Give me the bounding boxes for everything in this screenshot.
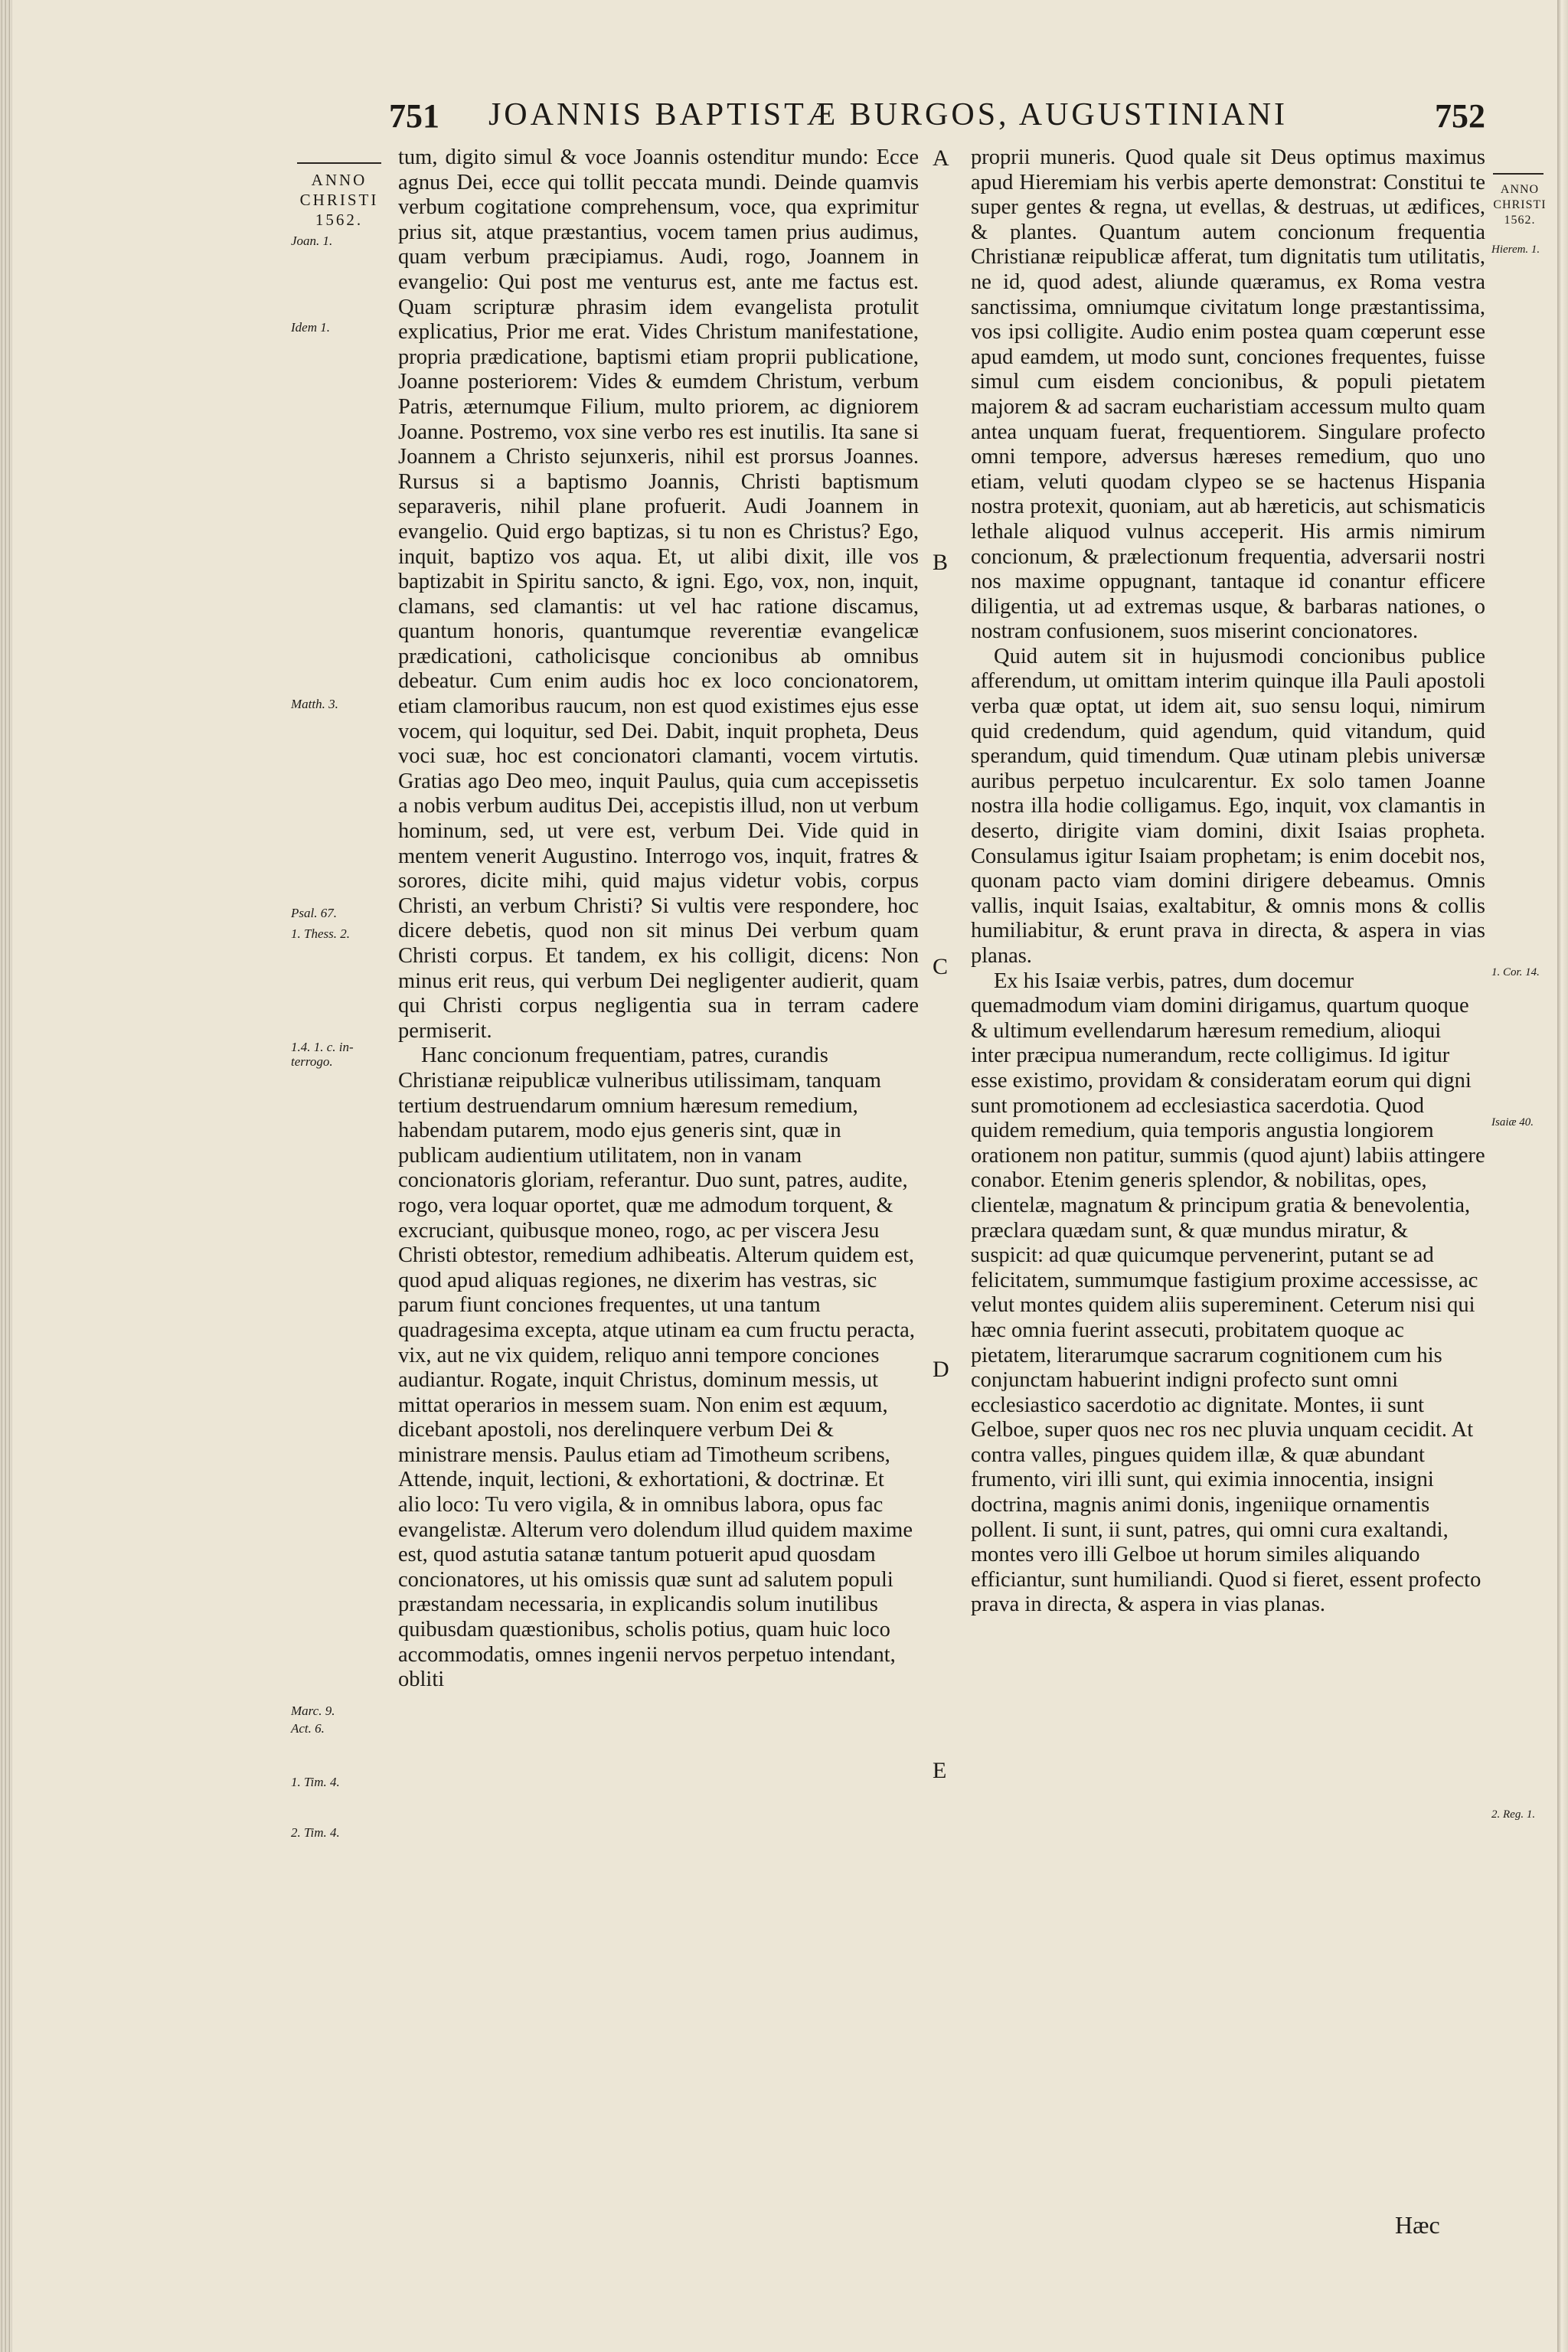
- anno-christi-left: [297, 170, 381, 230]
- section-letter-b: B: [933, 550, 949, 575]
- margin-note: 1. Cor. 14.: [1491, 966, 1540, 978]
- section-letter-d: D: [933, 1357, 949, 1382]
- margin-note: Idem 1.: [291, 320, 330, 335]
- margin-note: Hierem. 1.: [1491, 243, 1540, 256]
- anno-label: ANNO: [1500, 183, 1540, 196]
- paragraph: Ex his Isaiæ verbis, patres, dum docemur quemadmodum viam domini dirigamus, quartum quoque & ultimum evellendarum hæresum remedium, alioqui inter præcipua numerandum, recte colligimus. Id igitur esse existimo, providam & consideratam eorum qui digni sunt promotionem ad ecclesiastica sacerdotia. Quod quidem remedium, quia temporis angustia longiorem orationem non patitur, summis (quod ajunt) labiis attingere conabor. Etenim generis splendor, & nobilitas, opes, clientelæ, magnatum & principum gratia & benevolentia, præclara quædam sunt, & quæ mundus miratur, & suspicit: ad quæ quicumque pervenerint, putant se ad felicitatem, summumque fastigium proxime accessisse, ac velut montes quidem aliis supereminent. Ceterum nisi qui hæc omnia fuerint assecuti, probitatem quoque ac pietatem, literarumque sacrarum cognitionem cum his conjunctam habuerint indigni profecto sunt omni ecclesiastico sacerdotio ac dignitate. Montes, ii sunt Gelboe, super quos nec ros nec pluvia unquam cecidit. At contra valles, pingues quidem illæ, & quæ abundant frumento, viri illi sunt, qui eximia innocentia, insigni doctrina, magnis animi donis, ingeniique ornamentis pollent. Ii sunt, ii sunt, patres, qui omni cura exaltandi, montes vero illi Gelboe ut horum similes aliquando efficiantur, sunt humiliandi. Quod si fieret, essent profecto prava in directa, & aspera in vias planas.: [971, 969, 1485, 1617]
- section-letter-c: C: [933, 954, 949, 979]
- year-label: 1562.: [315, 211, 364, 229]
- page-number-left: 751: [389, 97, 439, 135]
- margin-note: Matth. 3.: [291, 697, 338, 711]
- christi-label: CHRISTI: [299, 191, 379, 209]
- margin-note: 2. Tim. 4.: [291, 1825, 340, 1840]
- margin-note: Act. 6.: [291, 1721, 325, 1736]
- margin-note: Joan. 1.: [291, 234, 333, 248]
- anno-christi-right: [1493, 182, 1547, 228]
- page-number-right: 752: [1435, 97, 1485, 135]
- anno-rule-right: [1493, 173, 1544, 175]
- paragraph: tum, digito simul & voce Joannis ostenditur mundo: Ecce agnus Dei, ecce qui tollit peccata mundi. Deinde quamvis verbum cogitatione comprehensum, voce, qua exprimitur prius sit, atque præstantius, vocem tamen prius audimus, quam verbum præcipiamus. Audi, rogo, Joannem in evangelio: Qui post me venturus est, ante me factus est. Quam scripturæ phrasim idem evangelista protulit explicatius, Prior me erat. Vides Christum manifestatione, propria prædicatione, baptismi etiam proprii publicatione, Joanne posteriorem: Vides & eumdem Christum, verbum Patris, æternumque Filium, multo priorem, ac digniorem Joanne. Postremo, vox sine verbo res est inutilis. Ita sane si Joannem a Christo sejunxeris, nihil est prorsus Joannes. Rursus si a baptismo Joannis, Christi baptismum separaveris, nihil plane profuerit. Audi Joannem in evangelio. Quid ergo baptizas, si tu non es Christus? Ego, inquit, baptizo vos aqua. Et, ut alibi dixit, ille vos baptizabit in Spiritu sancto, & igni. Ego, vox, non, inquit, clamans, sed clamantis: ut vel hac ratione discamus, quantum honoris, quantumque reverentiæ evangelicæ prædicationi, catholicisque concionibus ab omnibus debeatur. Cum enim audis hoc ex loco concionatorem, etiam clamoribus raucum, non est quod existimes ejus esse vocem, qui loquitur, sed Dei. Dabit, inquit propheta, Deus voci suæ, hoc est concionatori clamanti, vocem virtutis. Gratias ago Deo meo, inquit Paulus, quia cum accepissetis a nobis verbum auditus Dei, accepistis illud, non ut verbum hominum, sed, ut vere est, verbum Dei. Vide quid in mentem venerit Augustino. Interrogo vos, inquit, fratres & sorores, dicite mihi, quid majus videtur vobis, corpus Christi, an verbum Christi? Si vultis vere respondere, hoc dicere debetis, quod non sit minus Dei verbum quam Christi corpus. Et tandem, ex his colligit, dicens: Non minus erit reus, qui verbum Dei negligenter audierit, quam qui Christi corpus negligentia sua in terram cadere permiserit.: [398, 145, 919, 1043]
- text-column-left: [398, 145, 919, 1693]
- book-page-edges: [0, 0, 12, 2352]
- anno-rule-left: [297, 162, 381, 164]
- margin-note: Psal. 67.: [291, 906, 337, 920]
- section-letter-a: A: [933, 145, 949, 171]
- page-gutter-edge: [1557, 0, 1568, 2352]
- margin-note: Isaiæ 40.: [1491, 1116, 1534, 1129]
- christi-label: CHRISTI: [1493, 198, 1547, 211]
- paragraph: proprii muneris. Quod quale sit Deus optimus maximus apud Hieremiam his verbis aperte demonstrat: Constitui te super gentes & regna, ut evellas, & destruas, ut ædifices, & plantes. Quantum autem concionum frequentia Christianæ reipublicæ afferat, tum dignitatis tum utilitatis, ne id, quod adest, aliunde quæramus, ex Roma vestra sanctissima, omniumque civitatum longe præstantissima, vos ipsi colligite. Audio enim postea quam cœperunt esse apud eamdem, ut modo sunt, conciones frequentes, fuisse simul cum eisdem concionibus, & populi pietatem majorem & ad sacram eucharistiam accessum multo quam antea unquam fuerat, frequentiorem. Singulare profecto omni tempore, adversus hæreses remedium, quo uno etiam, veluti quodam clypeo se se hactenus Hispania nostra protexit, quoniam, aut ab hæreticis, aut schismaticis lethale aliquod vulnus acceperit. His armis nimirum concionum, & prælectionum frequentia, adversarii nostri nos maxime oppugnant, tantaque id conantur efficere diligentia, ut ad extremas usque, & barbaras nationes, o nostram confusionem, suos miserint concionatores.: [971, 145, 1485, 644]
- margin-note: 1. Tim. 4.: [291, 1775, 340, 1789]
- paragraph: Quid autem sit in hujusmodi concionibus publice afferendum, ut omittam interim quinque illa Pauli apostoli verba quæ optat, ut idem ait, suo sensu loqui, nimirum quid credendum, quid agendum, quid vitandum, quid sperandum, quid timendum. Quæ utinam plebis universæ auribus perpetuo inculcarentur. Ex solo tamen Joanne nostra illa hodie colligamus. Ego, inquit, vox clamantis in deserto, dirigite viam domini, dixit Isaias propheta. Consulamus igitur Isaiam prophetam; is enim docebit nos, quonam pacto viam domini dirigere debeamus. Omnis vallis, inquit Isaias, exaltabitur, & omnis mons & collis humiliabitur, & erunt prava in directa, & aspera in vias planas.: [971, 644, 1485, 968]
- anno-label: ANNO: [311, 171, 368, 189]
- margin-note: Marc. 9.: [291, 1704, 335, 1718]
- margin-note: 1.4. 1. c. in-terrogo.: [291, 1040, 354, 1069]
- running-title: JOANNIS BAPTISTÆ BURGOS, AUGUSTINIANI: [488, 97, 1289, 132]
- margin-note: 2. Reg. 1.: [1491, 1808, 1536, 1821]
- catchword: Hæc: [1395, 2211, 1440, 2239]
- text-column-right: [971, 145, 1485, 1618]
- margin-note: 1. Thess. 2.: [291, 926, 350, 941]
- paragraph: Hanc concionum frequentiam, patres, curandis Christianæ reipublicæ vulneribus utilissimam, tanquam tertium destruendarum omnium hæresum remedium, habendam putarem, modo ejus generis sint, quæ in publicam audientium utilitatem, non in vanam concionatoris gloriam, referantur. Duo sunt, patres, audite, rogo, vera loquar oportet, quæ me admodum torquent, & excruciant, quibusque moneo, rogo, ac per viscera Jesu Christi obtestor, remedium adhibeatis. Alterum quidem est, quod apud aliquas regiones, ne dixerim has vestras, sic parum fiunt conciones frequentes, ut una tantum quadragesima excepta, atque utinam ea cum fructu peracta, vix, aut ne vix quidem, reliquo anni tempore conciones audiantur. Rogate, inquit Christus, dominum messis, ut mittat operarios in messem suam. Non enim est æquum, dicebant apostoli, nos derelinquere verbum Dei & ministrare mensis. Paulus etiam ad Timotheum scribens, Attende, inquit, lectioni, & exhortationi, & doctrinæ. Et alio loco: Tu vero vigila, & in omnibus labora, opus fac evangelistæ. Alterum vero dolendum illud quidem maxime est, quod astutia satanæ tantum potuerit apud quosdam concionatores, ut his omissis quæ sunt ad salutem populi præstandam necessaria, in explicandis solum inutilibus quibusdam quæstionibus, scholis potius, quam huic loco accommodatis, omnes ingenii nervos perpetuo intendant, obliti: [398, 1044, 915, 1692]
- section-letter-e: E: [933, 1758, 947, 1783]
- year-label: 1562.: [1504, 214, 1536, 227]
